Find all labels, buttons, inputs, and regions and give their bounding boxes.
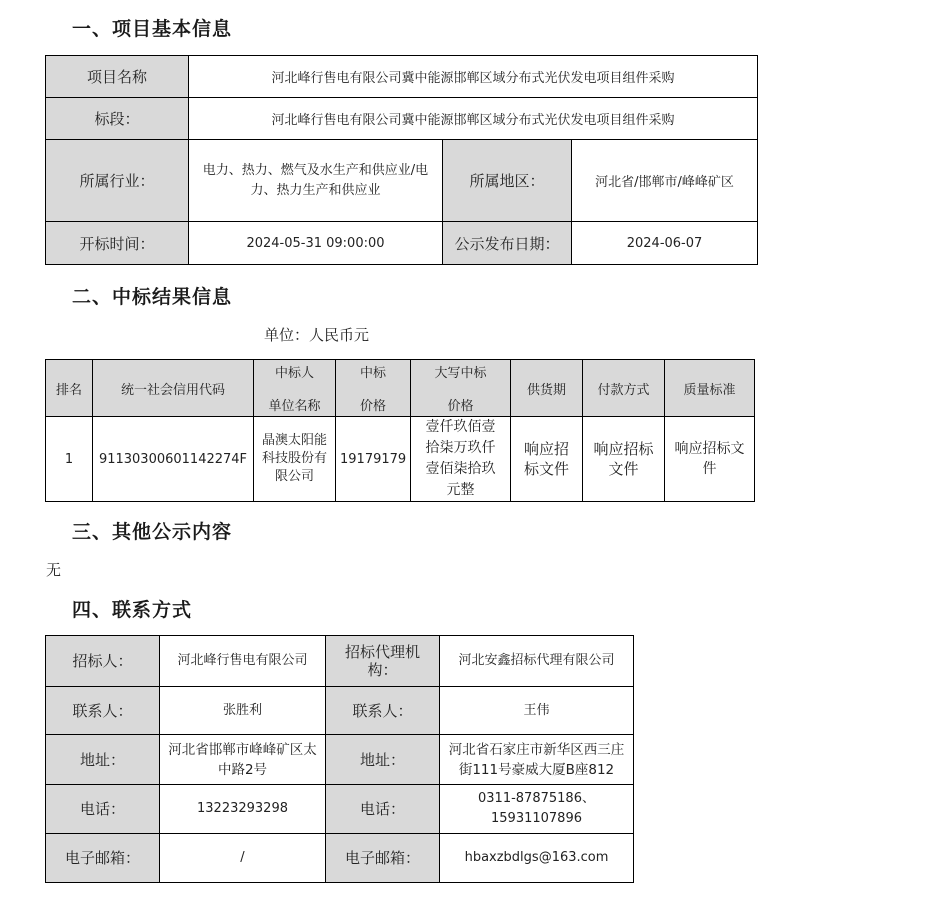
- cell-price-upper: 壹仟玖佰壹拾柒万玖仟壹佰柒拾玖元整: [411, 417, 511, 502]
- header-delivery: 供货期: [511, 360, 583, 417]
- currency-unit: 单位：人民币元: [264, 326, 370, 344]
- section-heading-project-info: 一、项目基本信息: [72, 18, 233, 40]
- agency-contact-label: 联系人：: [326, 687, 440, 735]
- tenderer-address-label: 地址：: [46, 735, 160, 785]
- cell-credit-code: 91130300601142274F: [93, 417, 254, 502]
- tenderer-address-value: 河北省邯郸市峰峰矿区太中路2号: [160, 735, 326, 785]
- header-price-line1: 中标: [359, 366, 386, 381]
- agency-address-value: 河北省石家庄市新华区西三庄街111号豪威大厦B座812: [440, 735, 634, 785]
- header-price-upper-line2: 价格: [447, 399, 474, 414]
- contact-table: [45, 635, 634, 883]
- agency-value: 河北安鑫招标代理有限公司: [440, 636, 634, 687]
- agency-label: 招标代理机构：: [326, 636, 440, 687]
- agency-email-label: 电子邮箱：: [326, 834, 440, 883]
- industry-value: 电力、热力、燃气及水生产和供应业/电力、热力生产和供应业: [189, 140, 443, 222]
- tenderer-phone-value: 13223293298: [160, 785, 326, 834]
- region-label: 所属地区：: [443, 140, 572, 222]
- lot-label: 标段：: [46, 98, 189, 140]
- cell-delivery: 响应招标文件: [511, 417, 583, 502]
- header-price-line2: 价格: [359, 399, 386, 414]
- cell-price: 19179179: [336, 417, 411, 502]
- cell-rank: 1: [46, 417, 93, 502]
- header-payment: 付款方式: [583, 360, 665, 417]
- tenderer-value: 河北峰行售电有限公司: [160, 636, 326, 687]
- project-info-table: [45, 55, 758, 265]
- tenderer-contact-value: 张胜利: [160, 687, 326, 735]
- cell-quality: 响应招标文件: [665, 417, 755, 502]
- header-rank: 排名: [46, 360, 93, 417]
- section-heading-other-content: 三、其他公示内容: [72, 521, 233, 543]
- project-name-label: 项目名称: [46, 56, 189, 98]
- other-content-text: 无: [46, 561, 62, 579]
- award-result-table: [45, 359, 755, 502]
- publish-date-value: 2024-06-07: [572, 222, 758, 265]
- tenderer-email-value: /: [160, 834, 326, 883]
- lot-value: 河北峰行售电有限公司冀中能源邯郸区域分布式光伏发电项目组件采购: [189, 98, 758, 140]
- publish-date-label: 公示发布日期：: [443, 222, 572, 265]
- agency-address-label: 地址：: [326, 735, 440, 785]
- agency-phone-label: 电话：: [326, 785, 440, 834]
- tenderer-email-label: 电子邮箱：: [46, 834, 160, 883]
- header-price: [336, 360, 411, 417]
- tenderer-contact-label: 联系人：: [46, 687, 160, 735]
- agency-email-value: hbaxzbdlgs@163.com: [440, 834, 634, 883]
- table-row: [46, 417, 755, 502]
- bid-open-value: 2024-05-31 09:00:00: [189, 222, 443, 265]
- header-winner-line2: 单位名称: [268, 399, 321, 414]
- agency-contact-value: 王伟: [440, 687, 634, 735]
- header-credit-code: 统一社会信用代码: [93, 360, 254, 417]
- section-heading-award-result: 二、中标结果信息: [72, 286, 233, 308]
- industry-label: 所属行业：: [46, 140, 189, 222]
- header-quality: 质量标准: [665, 360, 755, 417]
- bid-open-label: 开标时间：: [46, 222, 189, 265]
- header-price-upper: [411, 360, 511, 417]
- header-winner: [254, 360, 336, 417]
- header-winner-line1: 中标人: [274, 366, 314, 381]
- cell-winner: 晶澳太阳能科技股份有限公司: [254, 417, 336, 502]
- header-price-upper-line1: 大写中标: [434, 366, 487, 381]
- tenderer-phone-label: 电话：: [46, 785, 160, 834]
- tenderer-label: 招标人：: [46, 636, 160, 687]
- region-value: 河北省/邯郸市/峰峰矿区: [572, 140, 758, 222]
- project-name-value: 河北峰行售电有限公司冀中能源邯郸区域分布式光伏发电项目组件采购: [189, 56, 758, 98]
- cell-payment: 响应招标文件: [583, 417, 665, 502]
- section-heading-contact: 四、联系方式: [72, 599, 193, 621]
- agency-phone-value: 0311-87875186、15931107896: [440, 785, 634, 834]
